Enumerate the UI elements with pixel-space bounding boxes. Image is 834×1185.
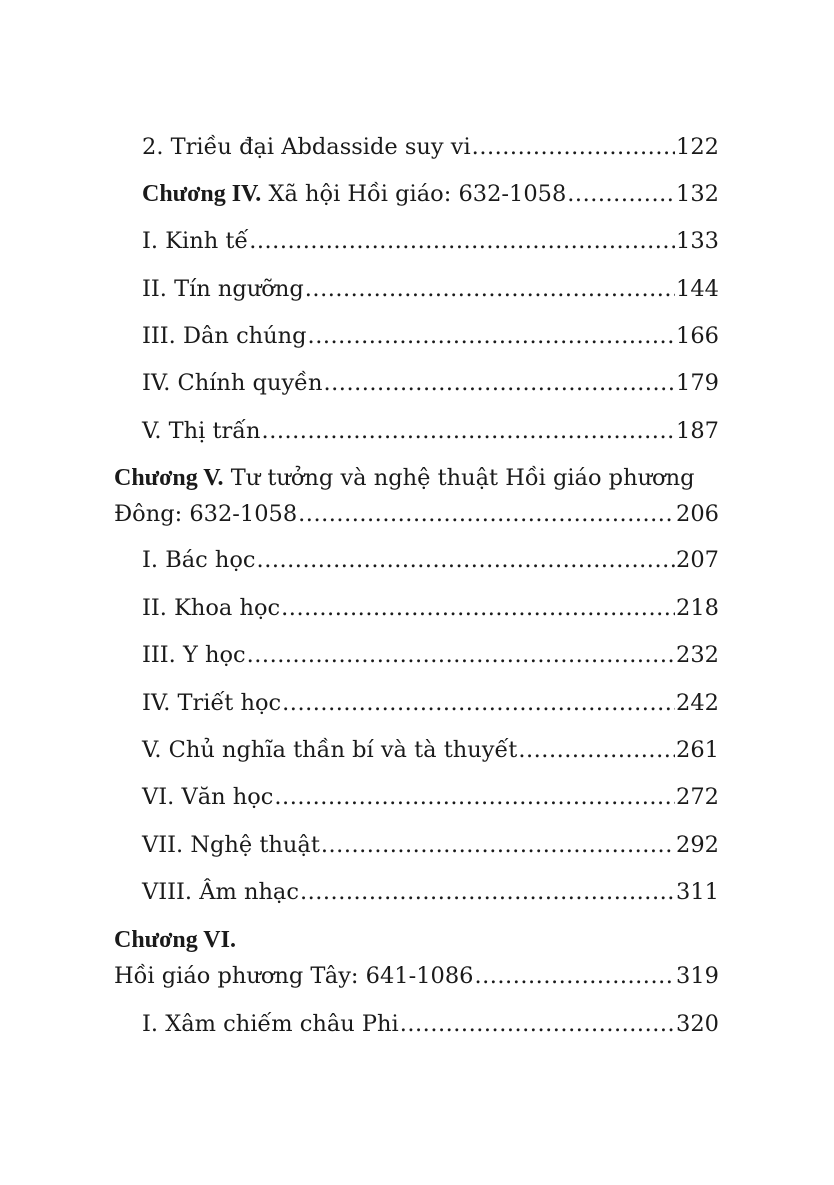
toc-chapter-heading (114, 923, 236, 957)
toc-entry (0, 828, 834, 862)
toc-entry-title: I. Xâm chiếm châu Phi (142, 1011, 399, 1037)
toc-entry (0, 686, 834, 720)
toc-entry-title: II. Tín ngưỡng (142, 276, 304, 302)
toc-leader-dots (247, 638, 675, 672)
toc-entry-page: 218 (676, 595, 719, 621)
toc-leader-dots (567, 177, 675, 211)
toc-leader-dots (474, 959, 675, 993)
toc-leader-dots (308, 319, 676, 353)
toc-entry-page: 144 (676, 276, 719, 302)
toc-leader-dots (400, 1007, 675, 1041)
toc-leader-dots (257, 543, 676, 577)
toc-entry-title: Xã hội Hồi giáo: 632-1058 (268, 181, 567, 207)
toc-leader-dots (321, 828, 675, 862)
toc-entry-title: I. Bác học (142, 547, 256, 573)
toc-chapter-label: Chương IV. (142, 181, 262, 207)
toc-entry (0, 366, 834, 400)
toc-entry-title: III. Y học (142, 642, 246, 668)
toc-entry-page: 207 (676, 547, 719, 573)
toc-entry-title: IV. Triết học (142, 690, 282, 716)
toc-leader-dots (518, 733, 675, 767)
toc-leader-dots (282, 686, 675, 720)
toc-entry-title: Tư tưởng và nghệ thuật Hồi giáo phương (230, 465, 695, 491)
toc-entry-title: VII. Nghệ thuật (142, 832, 320, 858)
toc-entry (0, 130, 834, 164)
toc-chapter-label: Chương VI. (114, 927, 236, 953)
toc-entry (0, 780, 834, 814)
toc-leader-dots (323, 366, 675, 400)
toc-entry-page: 261 (676, 737, 719, 763)
toc-entry (0, 497, 834, 531)
toc-chapter-heading (114, 461, 695, 495)
toc-leader-dots (300, 875, 675, 909)
toc-entry-page: 242 (676, 690, 719, 716)
toc-leader-dots (281, 591, 675, 625)
toc-entry-title: IV. Chính quyền (142, 370, 323, 396)
toc-entry (0, 1007, 834, 1041)
toc-entry (0, 543, 834, 577)
toc-entry (0, 319, 834, 353)
toc-leader-dots (472, 130, 675, 164)
toc-entry-page: 179 (676, 370, 719, 396)
toc-leader-dots (274, 780, 675, 814)
toc-entry-page: 166 (676, 323, 719, 349)
toc-entry (0, 272, 834, 306)
toc-entry-title: Hồi giáo phương Tây: 641-1086 (114, 963, 474, 989)
toc-leader-dots (298, 497, 675, 531)
toc-entry-page: 292 (676, 832, 719, 858)
toc-entry-page: 272 (676, 784, 719, 810)
toc-entry (0, 224, 834, 258)
toc-entry-title: I. Kinh tế (142, 228, 249, 254)
toc-leader-dots (262, 414, 676, 448)
toc-entry-title: II. Khoa học (142, 595, 281, 621)
toc-entry-title: V. Thị trấn (142, 418, 261, 444)
toc-entry-page: 187 (676, 418, 719, 444)
toc-entry-page: 206 (676, 501, 719, 527)
toc-chapter-label: Chương V. (114, 465, 224, 491)
toc-entry-page: 311 (676, 879, 719, 905)
toc-leader-dots (305, 272, 675, 306)
toc-entry-title: VIII. Âm nhạc (142, 879, 299, 905)
toc-entry-page: 132 (676, 181, 719, 207)
toc-entry-page: 133 (676, 228, 719, 254)
toc-entry-page: 232 (676, 642, 719, 668)
toc-entry (0, 733, 834, 767)
toc-entry (0, 414, 834, 448)
toc-entry-page: 319 (676, 963, 719, 989)
toc-entry (0, 591, 834, 625)
toc-leader-dots (249, 224, 675, 258)
toc-entry (0, 875, 834, 909)
toc-entry-title: Đông: 632-1058 (114, 501, 298, 527)
toc-entry-title: VI. Văn học (142, 784, 274, 810)
toc-entry-title: 2. Triều đại Abdasside suy vi (142, 134, 471, 160)
toc-entry-page: 122 (676, 134, 719, 160)
toc-chapter-entry (0, 177, 834, 211)
toc-entry-page: 320 (676, 1011, 719, 1037)
toc-entry-title: V. Chủ nghĩa thần bí và tà thuyết (142, 737, 518, 763)
toc-entry (0, 638, 834, 672)
toc-entry-title: III. Dân chúng (142, 323, 307, 349)
toc-entry (0, 959, 834, 993)
